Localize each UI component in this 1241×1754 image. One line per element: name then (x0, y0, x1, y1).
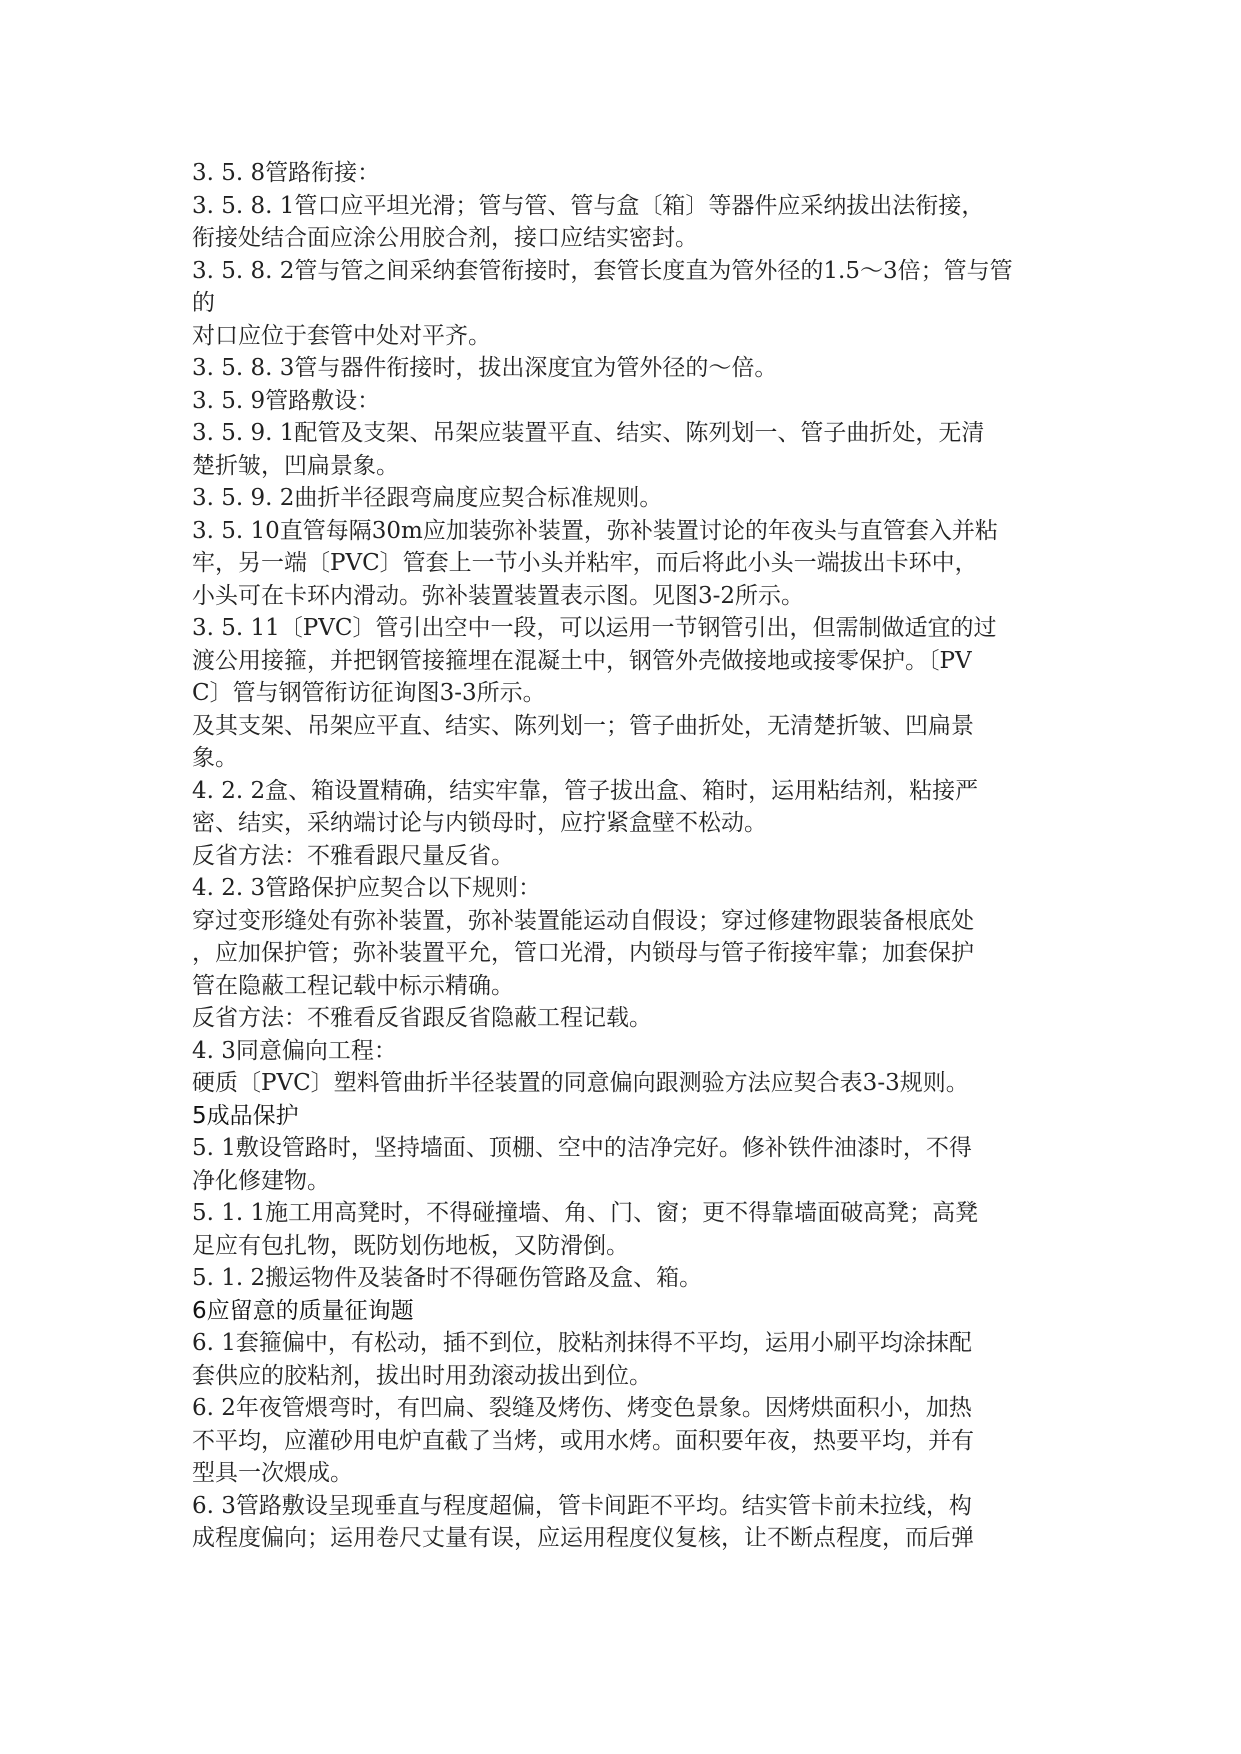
text-line: 3. 5. 9. 1配管及支架、吊架应装置平直、结实、陈列划一、管子曲折处，无清 (192, 420, 985, 446)
text-line: 牢，另一端〔PVC〕管套上一节小头并粘牢，而后将此小头一端拔出卡环中， (192, 550, 978, 576)
text-line: 渡公用接箍，并把钢管接箍埋在混凝土中，钢管外壳做接地或接零保护。〔PV (192, 647, 972, 674)
text-line: 6. 2年夜管煨弯时，有凹扁、裂缝及烤伤、烤变色景象。因烤烘面积小，加热 (192, 1395, 972, 1421)
text-line: 的 (192, 290, 215, 316)
text-line: 4. 2. 3管路保护应契合以下规则： (192, 875, 542, 901)
text-line: 衔接处结合面应涂公用胶合剂，接口应结实密封。 (192, 225, 698, 251)
section-heading: 6应留意的质量征询题 (192, 1297, 414, 1324)
text-line: 3. 5. 9管路敷设： (192, 387, 381, 414)
text-line: 穿过变形缝处有弥补装置，弥补装置能运动自假设；穿过修建物跟装备根底处 (192, 907, 974, 934)
text-line: 4. 3同意偏向工程： (192, 1037, 397, 1064)
text-line: 3. 5. 8管路衔接： (192, 160, 381, 186)
text-line: 3. 5. 8. 2管与管之间采纳套管衔接时，套管长度直为管外径的1.5～3倍；管与管 (192, 257, 1013, 284)
text-line: 小头可在卡环内滑动。弥补装置装置表示图。见图3-2所示。 (192, 582, 805, 609)
text-line: ，应加保护管；弥补装置平允，管口光滑，内锁母与管子衔接牢靠；加套保护 (192, 940, 974, 966)
text-line: 对口应位于套管中处对平齐。 (192, 322, 491, 349)
text-line: 6. 3管路敷设呈现垂直与程度超偏，管卡间距不平均。结实管卡前未拉线，构 (192, 1492, 972, 1519)
section-heading: 5成品保护 (192, 1102, 299, 1129)
text-line: 6. 1套箍偏中，有松动，插不到位，胶粘剂抹得不平均，运用小刷平均涂抹配 (192, 1330, 972, 1356)
document-body (192, 157, 1052, 1555)
text-line: 反省方法：不雅看反省跟反省隐蔽工程记载。 (192, 1005, 652, 1031)
text-line: 反省方法：不雅看跟尺量反省。 (192, 842, 514, 869)
text-line: 象。 (192, 745, 238, 771)
text-line: 硬质〔PVC〕塑料管曲折半径装置的同意偏向跟测验方法应契合表3-3规则。 (192, 1070, 969, 1096)
text-line: 密、结实，采纳端讨论与内锁母时，应拧紧盒壁不松动。 (192, 810, 767, 836)
text-line: 套供应的胶粘剂，拔出时用劲滚动拔出到位。 (192, 1362, 652, 1389)
text-line: 足应有包扎物，既防划伤地板，又防滑倒。 (192, 1232, 629, 1259)
text-line: 型具一次煨成。 (192, 1460, 353, 1486)
text-line: 5. 1敷设管路时，坚持墙面、顶棚、空中的洁净完好。修补铁件油漆时，不得 (192, 1135, 972, 1161)
text-line: C〕管与钢管衔访征询图3-3所示。 (192, 680, 546, 706)
text-line: 及其支架、吊架应平直、结实、陈列划一；管子曲折处，无清楚折皱、凹扁景 (192, 712, 974, 739)
text-line: 3. 5. 9. 2曲折半径跟弯扁度应契合标准规则。 (192, 485, 663, 511)
text-line: 管在隐蔽工程记载中标示精确。 (192, 972, 514, 999)
text-line: 楚折皱，凹扁景象。 (192, 452, 399, 479)
text-line: 不平均，应灌砂用电炉直截了当烤，或用水烤。面积要年夜，热要平均，并有 (192, 1427, 974, 1454)
text-line: 3. 5. 8. 3管与器件衔接时，拔出深度宜为管外径的～倍。 (192, 355, 778, 381)
text-line: 净化修建物。 (192, 1167, 330, 1194)
text-line: 5. 1. 2搬运物件及装备时不得砸伤管路及盒、箱。 (192, 1265, 703, 1291)
text-line: 3. 5. 11〔PVC〕管引出空中一段，可以运用一节钢管引出，但需制做适宜的过 (192, 615, 997, 641)
text-line: 3. 5. 10直管每隔30m应加装弥补装置，弥补装置讨论的年夜头与直管套入并粘 (192, 517, 998, 544)
text-line: 5. 1. 1施工用高凳时，不得碰撞墙、角、门、窗；更不得靠墙面破高凳；高凳 (192, 1200, 979, 1226)
text-line: 3. 5. 8. 1管口应平坦光滑；管与管、管与盒〔箱〕等器件应采纳拔出法衔接， (192, 192, 985, 219)
text-line: 4. 2. 2盒、箱设置精确，结实牢靠，管子拔出盒、箱时，运用粘结剂，粘接严 (192, 777, 979, 804)
text-line: 成程度偏向；运用卷尺丈量有误，应运用程度仪复核，让不断点程度，而后弹 (192, 1525, 974, 1551)
